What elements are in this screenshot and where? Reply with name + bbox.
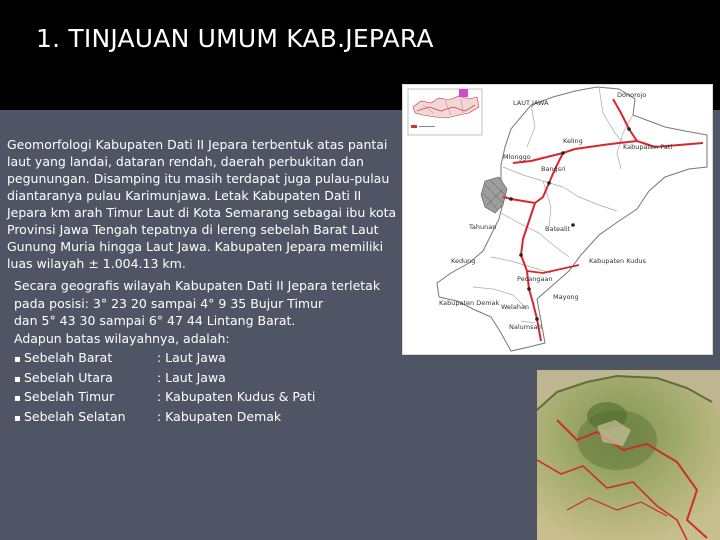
map-label-kedung: Kedung xyxy=(451,257,476,265)
map-label-kabkudus: Kabupaten Kudus xyxy=(589,257,646,265)
map-label-kabpati: Kabupaten Pati xyxy=(623,143,673,151)
map-label-donorojo: Donorojo xyxy=(617,91,647,99)
border-item-south: ▪ Sebelah Selatan : Kabupaten Demak xyxy=(14,408,315,428)
bullet-icon: ▪ xyxy=(14,373,21,385)
map-label-pecangaan: Pecangaan xyxy=(517,275,553,283)
map-label-keling: Keling xyxy=(563,137,583,145)
border-item-north: ▪ Sebelah Utara : Laut Jawa xyxy=(14,369,315,389)
border-list xyxy=(14,349,315,427)
bullet-icon: ▪ xyxy=(14,412,21,424)
jepara-district-map xyxy=(402,84,713,355)
border-item-east: ▪ Sebelah Timur : Kabupaten Kudus & Pati xyxy=(14,388,315,408)
map-label-mlonggo: Mlonggo xyxy=(503,153,531,161)
slide-title: 1. TINJAUAN UMUM KAB.JEPARA xyxy=(36,24,434,53)
geography-line: Secara geografis wilayah Kabupaten Dati II Jepara terletak xyxy=(14,278,381,293)
map-label-sea: LAUT JAWA xyxy=(513,99,549,107)
border-item-west: ▪ Sebelah Barat : Laut Jawa xyxy=(14,349,315,369)
map-label-nalumsari: Nalumsari xyxy=(509,323,542,331)
inset-java-map xyxy=(408,89,482,135)
bullet-icon: ▪ xyxy=(14,393,21,404)
geography-line: dan 5° 43 30 sampai 6° 47 44 Lintang Barat. xyxy=(14,313,296,328)
geography-line: Adapun batas wilayahnya, adalah: xyxy=(14,330,230,346)
map-label-kabdemak: Kabupaten Demak xyxy=(439,299,500,307)
map-label-mayong: Mayong xyxy=(553,293,579,301)
bullet-icon: ▪ xyxy=(14,354,21,365)
map-label-tahunan: Tahunan xyxy=(469,223,497,231)
geomorphology-paragraph: Geomorfologi Kabupaten Dati II Jepara terbentuk atas pantai laut yang landai, dataran rendah, daerah perbukitan dan pegunungan. Disamping itu masih terdapat juga pulau-pulau diantaranya pulau Karimunjawa. Letak Kabupaten Dati II Jepara km arah Timur Laut di Kota Semarang sebagai ibu kota Provinsi Jawa Tengah tepatnya di lereng sebelah Barat Laut Gunung Muria hingga Laut Jawa. Kabupaten Jepara memiliki luas wilayah ± 1.004.13 km. xyxy=(7,137,397,271)
map-label-welahan: Welahan xyxy=(501,303,530,311)
map-label-bangsri: Bangsri xyxy=(541,165,566,173)
map-label-batealit: Batealit xyxy=(545,225,571,233)
geography-line: pada posisi: 3° 23 20 sampai 4° 9 35 Bujur Timur xyxy=(14,295,324,311)
geography-paragraph xyxy=(14,277,394,347)
relief-map-photo xyxy=(537,370,720,540)
